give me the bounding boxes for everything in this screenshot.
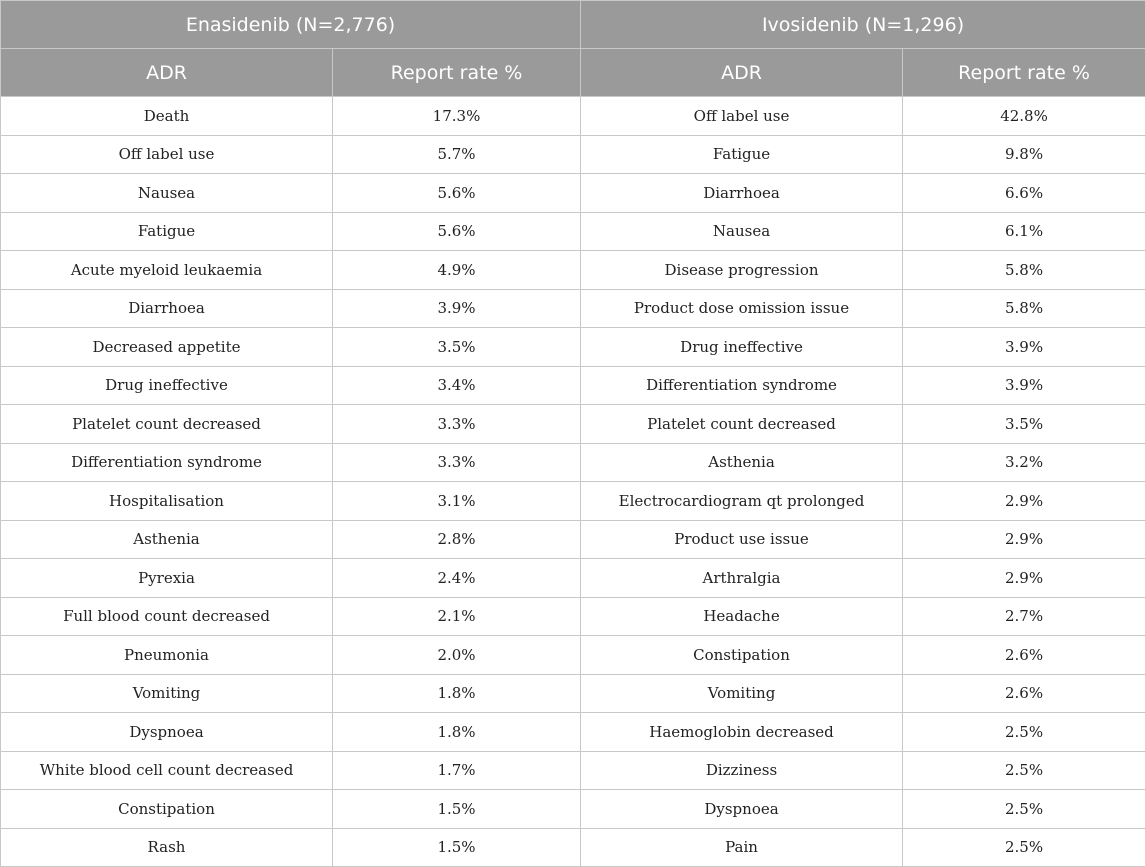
ivosidenib-rate-cell: 3.5% <box>903 405 1145 444</box>
ivosidenib-adr-cell: Constipation <box>581 636 903 675</box>
ivosidenib-rate-cell: 2.5% <box>903 751 1145 790</box>
ivosidenib-adr-cell: Pain <box>581 828 903 867</box>
enasidenib-rate-cell: 4.9% <box>333 251 581 290</box>
ivosidenib-adr-cell: Electrocardiogram qt prolonged <box>581 482 903 521</box>
ivosidenib-adr-cell: Drug ineffective <box>581 328 903 367</box>
table-row <box>1 597 1145 636</box>
table-row <box>1 443 1145 482</box>
ivosidenib-rate-cell: 3.9% <box>903 328 1145 367</box>
enasidenib-adr-cell: Fatigue <box>1 212 333 251</box>
ivosidenib-adr-cell: Headache <box>581 597 903 636</box>
enasidenib-rate-cell: 1.8% <box>333 713 581 752</box>
enasidenib-rate-cell: 3.5% <box>333 328 581 367</box>
enasidenib-rate-cell: 2.4% <box>333 559 581 598</box>
ivosidenib-rate-cell: 3.9% <box>903 366 1145 405</box>
table-row <box>1 251 1145 290</box>
ivosidenib-adr-cell: Product use issue <box>581 520 903 559</box>
group-header-enasidenib: Enasidenib (N=2,776) <box>1 1 581 49</box>
enasidenib-adr-cell: Death <box>1 97 333 136</box>
enasidenib-adr-cell: Drug ineffective <box>1 366 333 405</box>
table-row <box>1 559 1145 598</box>
ivosidenib-adr-cell: Differentiation syndrome <box>581 366 903 405</box>
column-header-report-rate: Report rate % <box>903 49 1145 97</box>
column-header-adr: ADR <box>1 49 333 97</box>
ivosidenib-rate-cell: 2.5% <box>903 790 1145 829</box>
enasidenib-adr-cell: Pyrexia <box>1 559 333 598</box>
table-row <box>1 674 1145 713</box>
table-row <box>1 751 1145 790</box>
enasidenib-adr-cell: Rash <box>1 828 333 867</box>
ivosidenib-adr-cell: Dizziness <box>581 751 903 790</box>
table-row <box>1 174 1145 213</box>
column-header-adr: ADR <box>581 49 903 97</box>
ivosidenib-rate-cell: 2.9% <box>903 559 1145 598</box>
enasidenib-adr-cell: Hospitalisation <box>1 482 333 521</box>
ivosidenib-adr-cell: Product dose omission issue <box>581 289 903 328</box>
table-row <box>1 212 1145 251</box>
ivosidenib-rate-cell: 9.8% <box>903 135 1145 174</box>
table-row <box>1 97 1145 136</box>
enasidenib-adr-cell: White blood cell count decreased <box>1 751 333 790</box>
ivosidenib-rate-cell: 2.9% <box>903 482 1145 521</box>
ivosidenib-adr-cell: Arthralgia <box>581 559 903 598</box>
ivosidenib-rate-cell: 6.1% <box>903 212 1145 251</box>
ivosidenib-rate-cell: 3.2% <box>903 443 1145 482</box>
ivosidenib-rate-cell: 5.8% <box>903 251 1145 290</box>
table-row <box>1 520 1145 559</box>
enasidenib-adr-cell: Dyspnoea <box>1 713 333 752</box>
ivosidenib-rate-cell: 2.6% <box>903 674 1145 713</box>
ivosidenib-rate-cell: 2.5% <box>903 828 1145 867</box>
ivosidenib-adr-cell: Dyspnoea <box>581 790 903 829</box>
enasidenib-rate-cell: 2.0% <box>333 636 581 675</box>
enasidenib-adr-cell: Nausea <box>1 174 333 213</box>
ivosidenib-adr-cell: Off label use <box>581 97 903 136</box>
enasidenib-rate-cell: 5.7% <box>333 135 581 174</box>
enasidenib-rate-cell: 2.1% <box>333 597 581 636</box>
column-header-report-rate: Report rate % <box>333 49 581 97</box>
enasidenib-rate-cell: 3.3% <box>333 443 581 482</box>
enasidenib-rate-cell: 2.8% <box>333 520 581 559</box>
enasidenib-adr-cell: Asthenia <box>1 520 333 559</box>
enasidenib-adr-cell: Decreased appetite <box>1 328 333 367</box>
enasidenib-rate-cell: 3.9% <box>333 289 581 328</box>
ivosidenib-rate-cell: 2.5% <box>903 713 1145 752</box>
table-row <box>1 289 1145 328</box>
table-row <box>1 790 1145 829</box>
table-row <box>1 135 1145 174</box>
enasidenib-rate-cell: 5.6% <box>333 212 581 251</box>
ivosidenib-rate-cell: 6.6% <box>903 174 1145 213</box>
enasidenib-rate-cell: 1.8% <box>333 674 581 713</box>
enasidenib-adr-cell: Diarrhoea <box>1 289 333 328</box>
enasidenib-adr-cell: Acute myeloid leukaemia <box>1 251 333 290</box>
enasidenib-adr-cell: Vomiting <box>1 674 333 713</box>
enasidenib-adr-cell: Full blood count decreased <box>1 597 333 636</box>
enasidenib-rate-cell: 3.4% <box>333 366 581 405</box>
table-header <box>1 1 1145 97</box>
ivosidenib-rate-cell: 5.8% <box>903 289 1145 328</box>
group-header-row <box>1 1 1145 49</box>
enasidenib-rate-cell: 5.6% <box>333 174 581 213</box>
ivosidenib-adr-cell: Fatigue <box>581 135 903 174</box>
ivosidenib-rate-cell: 42.8% <box>903 97 1145 136</box>
table-row <box>1 366 1145 405</box>
ivosidenib-adr-cell: Haemoglobin decreased <box>581 713 903 752</box>
group-header-ivosidenib: Ivosidenib (N=1,296) <box>581 1 1145 49</box>
enasidenib-rate-cell: 1.5% <box>333 828 581 867</box>
enasidenib-rate-cell: 3.3% <box>333 405 581 444</box>
enasidenib-rate-cell: 1.7% <box>333 751 581 790</box>
ivosidenib-adr-cell: Nausea <box>581 212 903 251</box>
ivosidenib-adr-cell: Platelet count decreased <box>581 405 903 444</box>
ivosidenib-adr-cell: Diarrhoea <box>581 174 903 213</box>
enasidenib-adr-cell: Differentiation syndrome <box>1 443 333 482</box>
enasidenib-adr-cell: Constipation <box>1 790 333 829</box>
ivosidenib-rate-cell: 2.7% <box>903 597 1145 636</box>
enasidenib-rate-cell: 3.1% <box>333 482 581 521</box>
enasidenib-rate-cell: 1.5% <box>333 790 581 829</box>
enasidenib-adr-cell: Platelet count decreased <box>1 405 333 444</box>
ivosidenib-rate-cell: 2.6% <box>903 636 1145 675</box>
table-row <box>1 405 1145 444</box>
ivosidenib-adr-cell: Asthenia <box>581 443 903 482</box>
table-row <box>1 482 1145 521</box>
table-body <box>1 97 1145 867</box>
ivosidenib-rate-cell: 2.9% <box>903 520 1145 559</box>
enasidenib-rate-cell: 17.3% <box>333 97 581 136</box>
table-row <box>1 328 1145 367</box>
table-row <box>1 713 1145 752</box>
column-header-row <box>1 49 1145 97</box>
ivosidenib-adr-cell: Vomiting <box>581 674 903 713</box>
enasidenib-adr-cell: Pneumonia <box>1 636 333 675</box>
table-row <box>1 828 1145 867</box>
enasidenib-adr-cell: Off label use <box>1 135 333 174</box>
ivosidenib-adr-cell: Disease progression <box>581 251 903 290</box>
table-row <box>1 636 1145 675</box>
